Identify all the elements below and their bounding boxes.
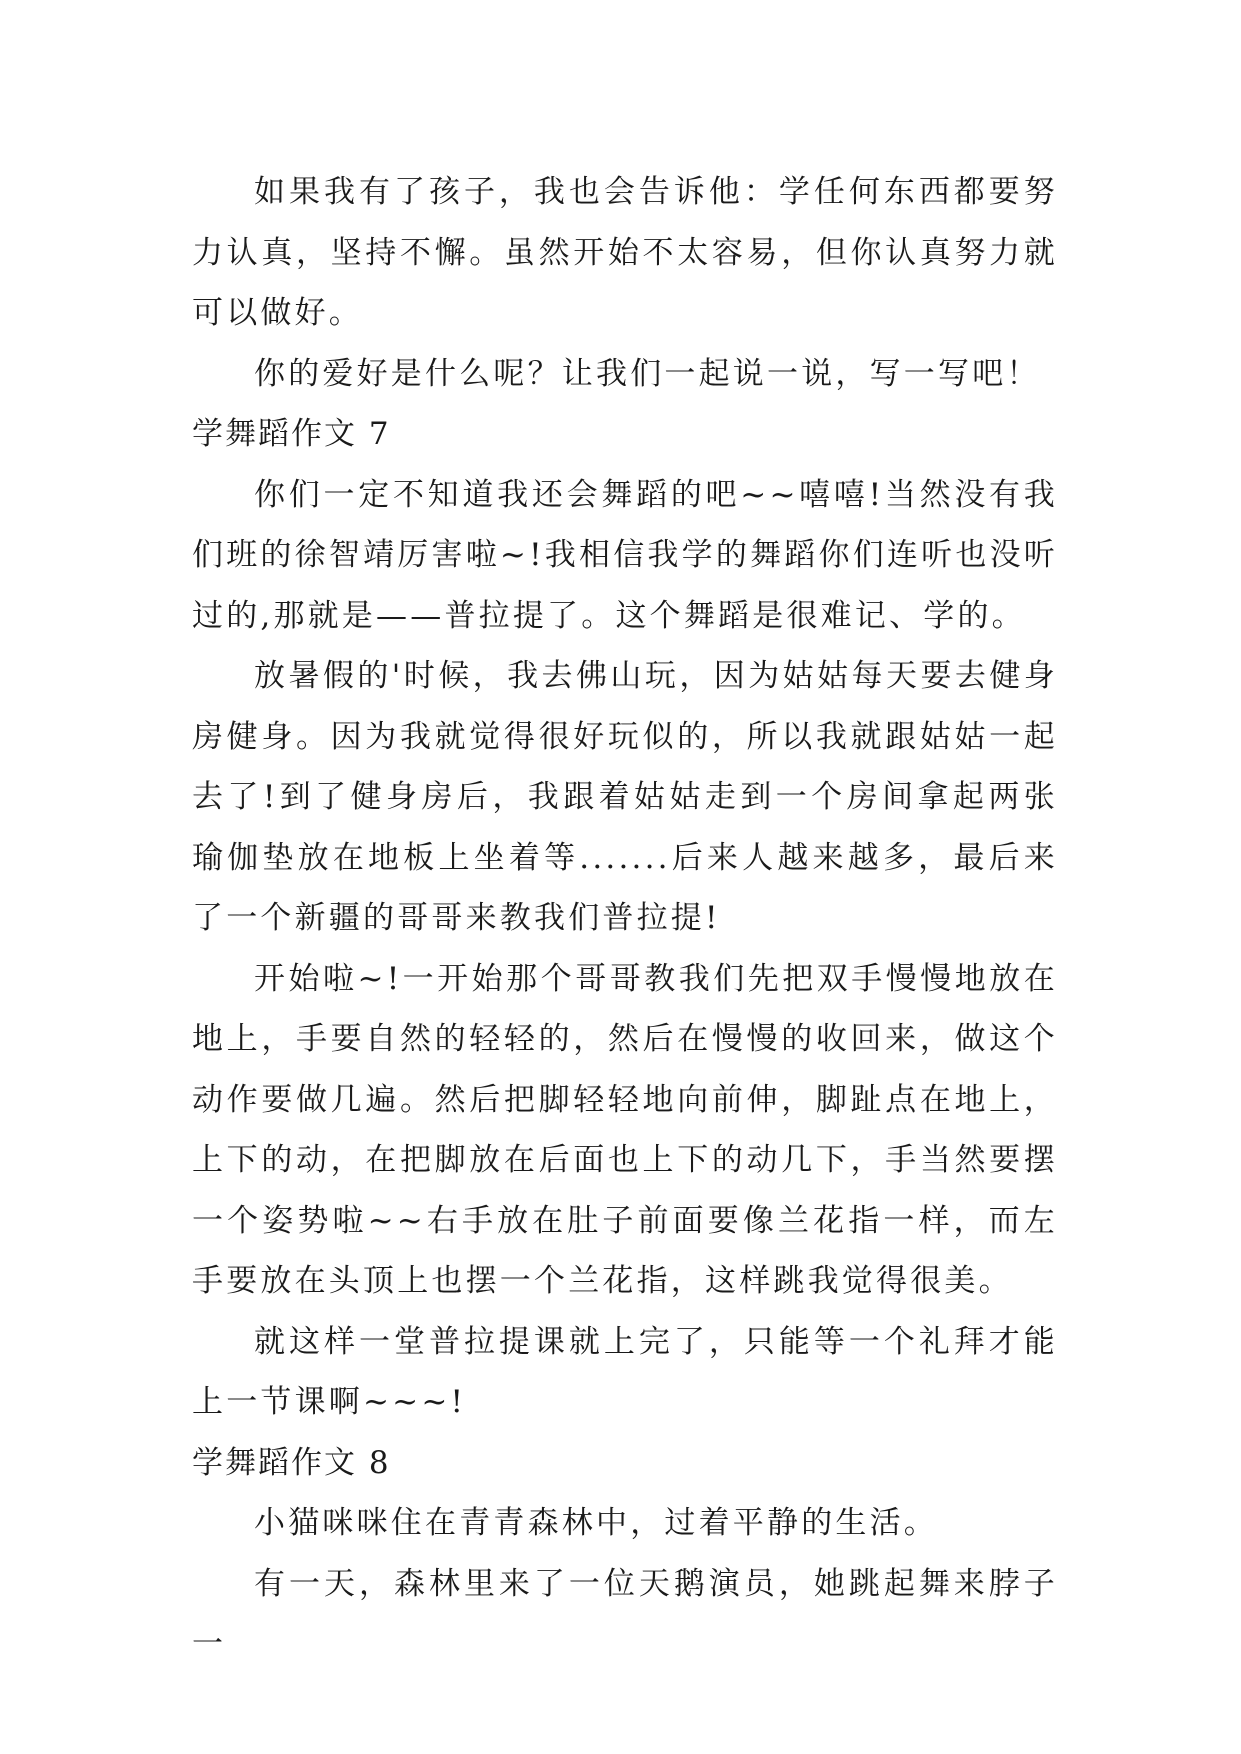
paragraph: 你们一定不知道我还会舞蹈的吧~~嘻嘻!当然没有我们班的徐智靖厉害啦~!我相信我学的舞蹈你们连听也没听过的,那就是——普拉提了。这个舞蹈是很难记、学的。 <box>192 476 1058 634</box>
paragraph: 放暑假的'时候，我去佛山玩，因为姑姑每天要去健身房健身。因为我就觉得很好玩似的，所以我就跟姑姑一起去了!到了健身房后，我跟着姑姑走到一个房间拿起两张瑜伽垫放在地板上坐着等.......后来人越来越多，最后来了一个新疆的哥哥来教我们普拉提! <box>192 658 1058 936</box>
paragraph: 就这样一堂普拉提课就上完了，只能等一个礼拜才能上一节课啊~~~! <box>192 1323 1058 1420</box>
paragraph: 如果我有了孩子，我也会告诉他：学任何东西都要努力认真，坚持不懈。虽然开始不太容易，但你认真努力就可以做好。 <box>192 174 1058 331</box>
paragraph: 有一天，森林里来了一位天鹅演员，她跳起舞来脖子一 <box>192 1565 1058 1662</box>
document-body <box>192 162 1058 1675</box>
section-heading: 学舞蹈作文 7 <box>192 416 391 452</box>
paragraph: 小猫咪咪住在青青森林中，过着平静的生活。 <box>254 1505 938 1541</box>
paragraph: 你的爱好是什么呢？让我们一起说一说，写一写吧！ <box>254 355 1041 392</box>
paragraph: 开始啦~!一开始那个哥哥教我们先把双手慢慢地放在地上，手要自然的轻轻的，然后在慢慢的收回来，做这个动作要做几遍。然后把脚轻轻地向前伸，脚趾点在地上，上下的动，在把脚放在后面也上下的动几下，手当然要摆一个姿势啦~~右手放在肚子前面要像兰花指一样，而左手要放在头顶上也摆一个兰花指，这样跳我觉得很美。 <box>192 960 1058 1299</box>
section-heading: 学舞蹈作文 8 <box>192 1444 391 1481</box>
